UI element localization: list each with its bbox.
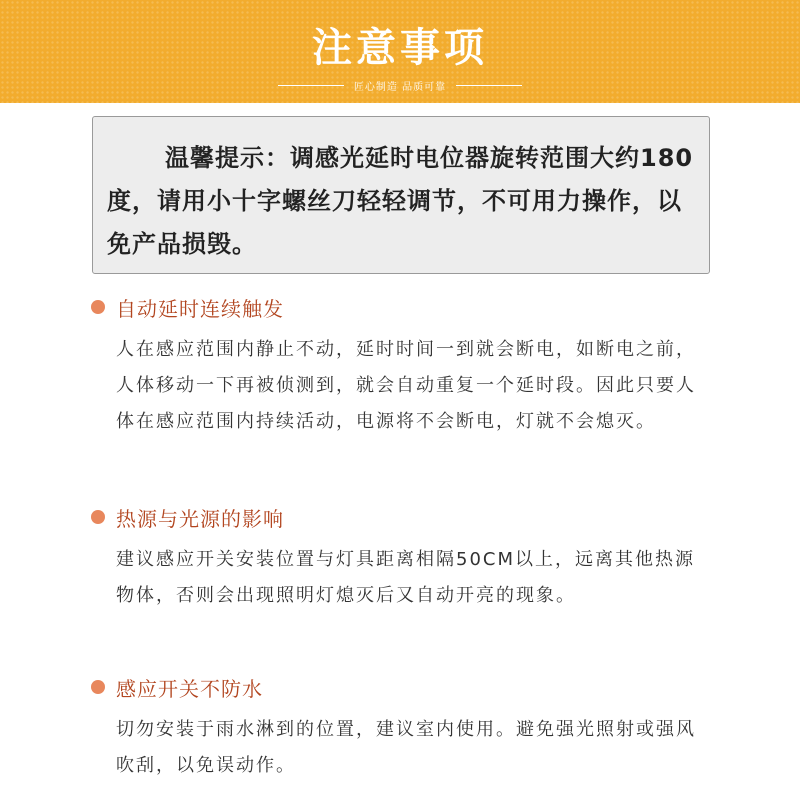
header-banner bbox=[0, 0, 800, 103]
tip-box bbox=[92, 116, 710, 274]
divider-line-right bbox=[456, 85, 522, 86]
bullet-dot-icon bbox=[91, 680, 105, 694]
section-body: 人在感应范围内静止不动，延时时间一到就会断电，如断电之前，人体移动一下再被侦测到，就会自动重复一个延时段。因此只要人体在感应范围内持续活动，电源将不会断电，灯就不会熄灭。 bbox=[116, 339, 696, 432]
header-subtitle: 匠心制造 品质可靠 bbox=[353, 81, 447, 93]
divider-line-left bbox=[278, 85, 344, 86]
page-title: 注意事项 bbox=[312, 25, 488, 71]
section-heading bbox=[91, 292, 711, 322]
section-heading bbox=[91, 672, 711, 702]
section-body: 切勿安装于雨水淋到的位置，建议室内使用。避免强光照射或强风吹刮，以免误动作。 bbox=[116, 719, 696, 776]
section-title: 热源与光源的影响 bbox=[116, 506, 284, 531]
section-auto-delay bbox=[91, 292, 711, 440]
section-title: 感应开关不防水 bbox=[116, 676, 263, 701]
section-body: 建议感应开关安装位置与灯具距离相隔50CM以上，远离其他热源物体，否则会出现照明灯熄灭后又自动开亮的现象。 bbox=[116, 549, 696, 606]
section-heading bbox=[91, 502, 711, 532]
section-title: 自动延时连续触发 bbox=[116, 296, 284, 321]
section-heat-light bbox=[91, 502, 711, 614]
bullet-dot-icon bbox=[91, 300, 105, 314]
section-not-waterproof bbox=[91, 672, 711, 784]
bullet-dot-icon bbox=[91, 510, 105, 524]
tip-text: 温馨提示：调感光延时电位器旋转范围大约180度，请用小十字螺丝刀轻轻调节，不可用力操作，以免产品损毁。 bbox=[107, 144, 694, 258]
header-subtitle-row bbox=[0, 77, 800, 93]
